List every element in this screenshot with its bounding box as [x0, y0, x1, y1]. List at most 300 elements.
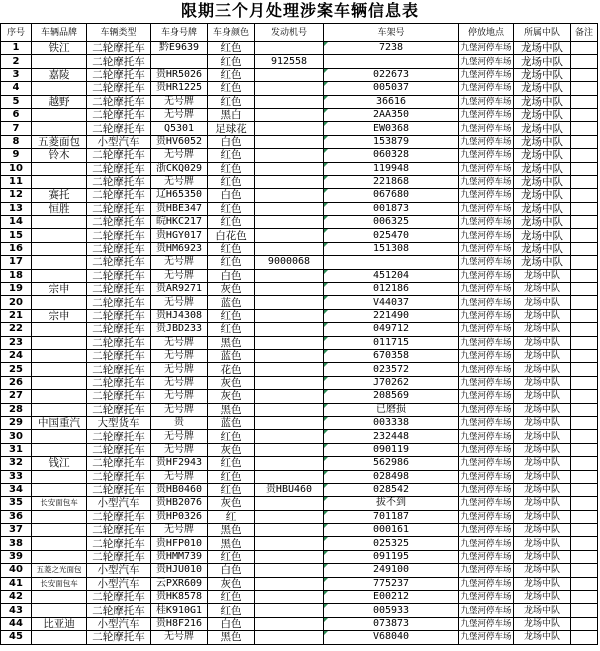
cell-type: 小型汽车 [87, 577, 151, 590]
cell-engine [255, 497, 324, 510]
table-row [1, 457, 598, 470]
cell-brand [32, 256, 87, 269]
cell-brand: 赛托 [32, 189, 87, 202]
cell-location: 九堡河停车场 [460, 270, 512, 281]
cell-seq: 26 [1, 376, 32, 389]
cell-seq: 9 [1, 149, 32, 162]
cell-frame: 067680 [324, 189, 459, 202]
cell-brand [32, 376, 87, 389]
cell-seq: 35 [1, 497, 32, 510]
cell-type: 二轮摩托车 [87, 390, 151, 403]
cell-frame: 701187 [324, 510, 459, 523]
cell-engine [255, 470, 324, 483]
cell-plate: 贵HJU010 [151, 564, 208, 577]
cell-seq: 14 [1, 216, 32, 229]
cell-seq: 45 [1, 631, 32, 644]
cell-frame: J70262 [324, 376, 459, 389]
cell-brand [32, 430, 87, 443]
cell-seq: 2 [1, 55, 32, 68]
cell-team: 龙场中队 [514, 510, 571, 523]
cell-frame: 153879 [324, 135, 459, 148]
cell-frame: 7238 [324, 42, 459, 55]
cell-remark [571, 483, 598, 496]
table-row [1, 108, 598, 121]
cell-brand [32, 82, 87, 95]
cell-team: 龙场中队 [514, 497, 571, 510]
cell-seq: 39 [1, 550, 32, 563]
cell-brand [32, 604, 87, 617]
cell-seq: 19 [1, 283, 32, 296]
cell-engine [255, 162, 324, 175]
cell-engine [255, 149, 324, 162]
cell-color: 灰色 [208, 497, 255, 510]
cell-team: 龙场中队 [514, 95, 571, 108]
cell-location: 九堡河停车场 [460, 69, 512, 80]
cell-color: 黑色 [208, 336, 255, 349]
cell-location: 九堡河停车场 [460, 203, 512, 214]
cell-remark [571, 135, 598, 148]
cell-engine [255, 42, 324, 55]
table-row [1, 216, 598, 229]
cell-remark [571, 510, 598, 523]
table-row [1, 135, 598, 148]
cell-brand [32, 216, 87, 229]
cell-location: 九堡河停车场 [460, 511, 512, 522]
cell-team: 龙场中队 [514, 175, 571, 188]
cell-remark [571, 349, 598, 362]
cell-remark [571, 122, 598, 135]
cell-brand [32, 443, 87, 456]
cell-remark [571, 457, 598, 470]
cell-plate: 无号牌 [151, 296, 208, 309]
cell-remark [571, 430, 598, 443]
cell-location: 九堡河停车场 [460, 257, 512, 268]
table-row [1, 564, 598, 577]
header-plate: 车身号牌 [151, 24, 208, 42]
cell-plate: 辽H65350 [151, 189, 208, 202]
cell-frame: 36616 [324, 95, 459, 108]
header-seq: 序号 [1, 24, 32, 42]
cell-brand: 铁江 [32, 42, 87, 55]
cell-frame: EW0368 [324, 122, 459, 135]
table-body [1, 42, 598, 645]
cell-seq: 7 [1, 122, 32, 135]
cell-plate: 黔E9639 [151, 42, 208, 55]
cell-plate: 无号牌 [151, 95, 208, 108]
cell-engine [255, 564, 324, 577]
cell-type: 二轮摩托车 [87, 470, 151, 483]
cell-color: 灰色 [208, 443, 255, 456]
cell-frame: 091195 [324, 550, 459, 563]
cell-plate: 无号牌 [151, 390, 208, 403]
cell-remark [571, 229, 598, 242]
cell-plate: 浙CKQ029 [151, 162, 208, 175]
cell-remark [571, 162, 598, 175]
cell-frame: 拔不到 [324, 497, 459, 510]
table-row [1, 376, 598, 389]
cell-plate: 贵AR9271 [151, 283, 208, 296]
cell-frame: 000161 [324, 524, 459, 537]
cell-seq: 24 [1, 349, 32, 362]
cell-seq: 12 [1, 189, 32, 202]
table-row [1, 122, 598, 135]
cell-remark [571, 403, 598, 416]
cell-frame: 025325 [324, 537, 459, 550]
cell-type: 二轮摩托车 [87, 349, 151, 362]
cell-team: 龙场中队 [514, 617, 571, 630]
cell-seq: 43 [1, 604, 32, 617]
cell-plate: 贵HF2943 [151, 457, 208, 470]
cell-color: 红色 [208, 149, 255, 162]
cell-color: 红色 [208, 95, 255, 108]
cell-remark [571, 443, 598, 456]
cell-type: 二轮摩托车 [87, 591, 151, 604]
cell-plate: 贵HB2076 [151, 497, 208, 510]
cell-remark [571, 631, 598, 644]
cell-remark [571, 564, 598, 577]
cell-engine [255, 296, 324, 309]
table-row [1, 149, 598, 162]
table-row [1, 416, 598, 429]
table-row [1, 470, 598, 483]
cell-type: 二轮摩托车 [87, 256, 151, 269]
cell-engine: 912558 [255, 55, 324, 68]
cell-engine [255, 269, 324, 282]
cell-seq: 1 [1, 42, 32, 55]
cell-location: 九堡河停车场 [460, 230, 512, 241]
cell-frame: 221868 [324, 175, 459, 188]
cell-type: 二轮摩托车 [87, 323, 151, 336]
cell-location: 九堡河停车场 [460, 43, 512, 54]
cell-brand [32, 269, 87, 282]
cell-color: 红色 [208, 202, 255, 215]
cell-location: 九堡河停车场 [460, 391, 512, 402]
cell-engine [255, 175, 324, 188]
cell-brand [32, 524, 87, 537]
cell-seq: 8 [1, 135, 32, 148]
cell-engine [255, 510, 324, 523]
vehicle-table [0, 23, 598, 645]
cell-remark [571, 363, 598, 376]
cell-brand: 比亚迪 [32, 617, 87, 630]
cell-location: 九堡河停车场 [460, 404, 512, 415]
cell-team: 龙场中队 [514, 55, 571, 68]
cell-color: 红色 [208, 242, 255, 255]
cell-remark [571, 296, 598, 309]
cell-remark [571, 149, 598, 162]
header-type: 车辆类型 [87, 24, 151, 42]
cell-type: 二轮摩托车 [87, 363, 151, 376]
cell-color: 灰色 [208, 390, 255, 403]
table-row [1, 336, 598, 349]
table-row [1, 162, 598, 175]
cell-color: 红色 [208, 68, 255, 81]
cell-type: 二轮摩托车 [87, 95, 151, 108]
cell-seq: 32 [1, 457, 32, 470]
cell-color: 灰色 [208, 283, 255, 296]
cell-engine [255, 68, 324, 81]
cell-remark [571, 336, 598, 349]
cell-plate: 桂K910G1 [151, 604, 208, 617]
cell-type: 二轮摩托车 [87, 376, 151, 389]
cell-engine [255, 202, 324, 215]
cell-location: 九堡河停车场 [460, 284, 512, 295]
cell-brand: 钱江 [32, 457, 87, 470]
cell-seq: 33 [1, 470, 32, 483]
cell-color: 红色 [208, 162, 255, 175]
cell-engine [255, 122, 324, 135]
cell-frame: 003338 [324, 416, 459, 429]
cell-seq: 29 [1, 416, 32, 429]
cell-type: 二轮摩托车 [87, 336, 151, 349]
cell-plate: 贵HMM739 [151, 550, 208, 563]
cell-plate: 无号牌 [151, 349, 208, 362]
cell-type: 二轮摩托车 [87, 269, 151, 282]
cell-frame: 221490 [324, 309, 459, 322]
cell-location: 九堡河停车场 [460, 83, 512, 94]
header-engine: 发动机号 [255, 24, 324, 42]
cell-plate: 无号牌 [151, 149, 208, 162]
cell-team: 龙场中队 [514, 336, 571, 349]
cell-engine [255, 376, 324, 389]
cell-team: 龙场中队 [514, 229, 571, 242]
cell-engine [255, 309, 324, 322]
cell-team: 龙场中队 [514, 122, 571, 135]
table-row [1, 349, 598, 362]
cell-frame: 028542 [324, 483, 459, 496]
cell-brand [32, 591, 87, 604]
cell-location: 九堡河停车场 [460, 632, 512, 643]
cell-type: 二轮摩托车 [87, 122, 151, 135]
cell-seq: 40 [1, 564, 32, 577]
cell-team: 龙场中队 [514, 631, 571, 644]
cell-team: 龙场中队 [514, 216, 571, 229]
cell-remark [571, 42, 598, 55]
cell-frame: 025470 [324, 229, 459, 242]
cell-frame: 090119 [324, 443, 459, 456]
cell-color: 花色 [208, 363, 255, 376]
cell-remark [571, 269, 598, 282]
cell-color: 灰色 [208, 577, 255, 590]
cell-plate: 无号牌 [151, 443, 208, 456]
cell-location: 九堡河停车场 [460, 311, 512, 321]
cell-location: 九堡河停车场 [460, 485, 512, 496]
cell-remark [571, 550, 598, 563]
cell-engine [255, 229, 324, 242]
cell-team: 龙场中队 [514, 376, 571, 389]
cell-plate: 无号牌 [151, 363, 208, 376]
cell-engine [255, 537, 324, 550]
cell-engine [255, 363, 324, 376]
cell-color: 红色 [208, 470, 255, 483]
cell-plate: 无号牌 [151, 631, 208, 644]
cell-team: 龙场中队 [514, 82, 571, 95]
cell-location: 九堡河停车场 [460, 96, 512, 107]
cell-brand [32, 363, 87, 376]
cell-frame: 006325 [324, 216, 459, 229]
header-location: 停放地点 [459, 24, 514, 42]
cell-type: 二轮摩托车 [87, 202, 151, 215]
cell-engine [255, 617, 324, 630]
cell-type: 二轮摩托车 [87, 550, 151, 563]
cell-plate [151, 55, 208, 68]
cell-type: 二轮摩托车 [87, 42, 151, 55]
cell-brand [32, 510, 87, 523]
cell-color: 红色 [208, 216, 255, 229]
cell-brand: 五菱面包 [32, 135, 87, 148]
cell-color: 红色 [208, 309, 255, 322]
cell-plate: 贵HM6923 [151, 242, 208, 255]
cell-color: 白色 [208, 564, 255, 577]
cell-type: 二轮摩托车 [87, 68, 151, 81]
cell-color: 红色 [208, 256, 255, 269]
cell-location: 九堡河停车场 [460, 337, 512, 348]
cell-color: 黑白 [208, 108, 255, 121]
cell-team: 龙场中队 [514, 443, 571, 456]
cell-team: 龙场中队 [514, 537, 571, 550]
cell-team: 龙场中队 [514, 483, 571, 496]
cell-color: 红色 [208, 591, 255, 604]
cell-engine [255, 283, 324, 296]
cell-frame: 028498 [324, 470, 459, 483]
cell-engine [255, 336, 324, 349]
cell-frame: 060328 [324, 149, 459, 162]
cell-brand: 长安面包车 [32, 497, 87, 510]
cell-brand: 中国重汽 [32, 416, 87, 429]
cell-location: 九堡河停车场 [460, 123, 512, 134]
cell-color: 灰色 [208, 376, 255, 389]
cell-remark [571, 470, 598, 483]
header-color: 车身颜色 [208, 24, 255, 42]
cell-plate: 贵HGY017 [151, 229, 208, 242]
cell-location: 九堡河停车场 [460, 605, 512, 616]
cell-team: 龙场中队 [514, 149, 571, 162]
cell-type: 二轮摩托车 [87, 457, 151, 470]
cell-frame: 2AA350 [324, 108, 459, 121]
cell-plate: 贵 [151, 416, 208, 429]
cell-frame: 562986 [324, 457, 459, 470]
cell-type: 二轮摩托车 [87, 82, 151, 95]
cell-brand [32, 175, 87, 188]
cell-plate: 无号牌 [151, 430, 208, 443]
cell-brand [32, 483, 87, 496]
cell-type: 小型汽车 [87, 135, 151, 148]
table-title: 限期三个月处理涉案车辆信息表 [180, 1, 419, 20]
cell-frame: V44037 [324, 296, 459, 309]
cell-type: 二轮摩托车 [87, 108, 151, 121]
cell-remark [571, 95, 598, 108]
cell-seq: 44 [1, 617, 32, 630]
table-row [1, 283, 598, 296]
cell-type: 二轮摩托车 [87, 189, 151, 202]
cell-remark [571, 416, 598, 429]
cell-brand [32, 108, 87, 121]
cell-engine [255, 416, 324, 429]
cell-remark [571, 108, 598, 121]
cell-color: 蓝色 [208, 349, 255, 362]
cell-team: 龙场中队 [514, 457, 571, 470]
cell-plate: 贵HP0326 [151, 510, 208, 523]
cell-plate: 无号牌 [151, 256, 208, 269]
cell-color: 蓝色 [208, 416, 255, 429]
cell-frame: 005933 [324, 604, 459, 617]
cell-location: 九堡河停车场 [460, 217, 512, 228]
table-row [1, 269, 598, 282]
cell-team: 龙场中队 [514, 108, 571, 121]
cell-type: 二轮摩托车 [87, 443, 151, 456]
cell-frame: V68040 [324, 631, 459, 644]
cell-type: 二轮摩托车 [87, 309, 151, 322]
cell-team: 龙场中队 [514, 309, 571, 322]
cell-color: 红色 [208, 430, 255, 443]
cell-frame [324, 256, 459, 269]
cell-type: 二轮摩托车 [87, 430, 151, 443]
cell-location: 九堡河停车场 [460, 471, 512, 482]
table-row [1, 309, 598, 322]
cell-plate: 贵JBD233 [151, 323, 208, 336]
cell-type: 二轮摩托车 [87, 55, 151, 68]
cell-color: 红色 [208, 323, 255, 336]
cell-engine [255, 443, 324, 456]
cell-engine [255, 390, 324, 403]
cell-engine [255, 457, 324, 470]
cell-color: 红 [208, 510, 255, 523]
cell-plate: 贵HBE347 [151, 202, 208, 215]
cell-plate: 无号牌 [151, 524, 208, 537]
cell-seq: 6 [1, 108, 32, 121]
cell-frame: 208569 [324, 390, 459, 403]
cell-seq: 28 [1, 403, 32, 416]
table-row [1, 510, 598, 523]
table-row [1, 537, 598, 550]
cell-frame: 001873 [324, 202, 459, 215]
cell-color: 蓝色 [208, 296, 255, 309]
cell-type: 小型汽车 [87, 564, 151, 577]
cell-location: 九堡河停车场 [460, 444, 512, 455]
cell-plate: 贵HV6052 [151, 135, 208, 148]
cell-color: 红色 [208, 457, 255, 470]
cell-color: 红色 [208, 82, 255, 95]
cell-team: 龙场中队 [514, 591, 571, 604]
cell-frame: 023572 [324, 363, 459, 376]
cell-engine [255, 82, 324, 95]
table-row [1, 604, 598, 617]
cell-seq: 22 [1, 323, 32, 336]
cell-location: 九堡河停车场 [460, 431, 512, 442]
cell-plate: 无号牌 [151, 336, 208, 349]
cell-type: 小型汽车 [87, 497, 151, 510]
cell-frame: 已磨损 [324, 403, 459, 416]
cell-color: 白色 [208, 189, 255, 202]
cell-brand [32, 470, 87, 483]
cell-brand [32, 296, 87, 309]
cell-plate: 贵HFP010 [151, 537, 208, 550]
cell-color: 红色 [208, 550, 255, 563]
cell-engine [255, 95, 324, 108]
cell-brand: 铃木 [32, 149, 87, 162]
cell-team: 龙场中队 [514, 470, 571, 483]
cell-engine [255, 550, 324, 563]
cell-seq: 36 [1, 510, 32, 523]
cell-engine [255, 108, 324, 121]
cell-team: 龙场中队 [514, 189, 571, 202]
cell-location: 九堡河停车场 [460, 565, 512, 576]
cell-brand [32, 390, 87, 403]
cell-frame: 005037 [324, 82, 459, 95]
cell-remark [571, 617, 598, 630]
cell-type: 二轮摩托车 [87, 242, 151, 255]
table-row [1, 55, 598, 68]
